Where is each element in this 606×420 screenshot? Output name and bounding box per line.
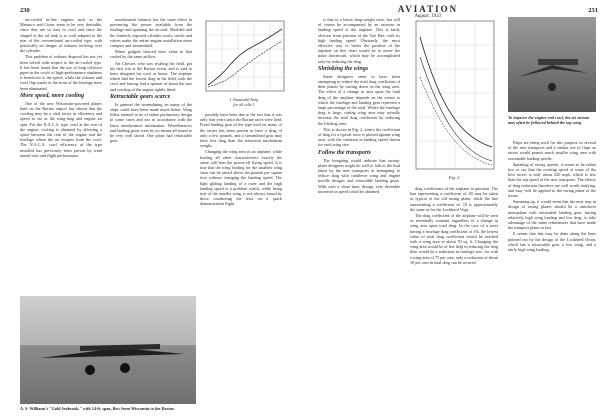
airplane-photo-right (508, 17, 596, 112)
paragraph: This is shown in Fig. 2, where the coefficient of drag for a typical racer is plotted against wing area, with the variation in landing speed shown for each wing size. (318, 126, 400, 148)
article-column-4 (318, 17, 400, 415)
section-heading: Shrinking the wings (318, 65, 369, 72)
paragraph: One of the new Wisconsin-powered planes built on the Racine airport has shown that the cowling may be a vital factor in efficiency and speed as far as the wing-drag and engine air spin. For the N.A.C.A. type cowl at the rear of the engine, cooling is obtained by allowing a space between the rear of the engine and the fuselage where the air escapes from the cowl. The N.A.C.A. cowl efficiency of the type installed has previously been proven by wind tunnel tests and flight performance. (20, 100, 102, 158)
article-column-3 (200, 112, 282, 415)
figure-1-graph (200, 17, 288, 97)
article-column-5 (410, 186, 498, 415)
figure-1-caption-line: for all cells 1 (233, 102, 255, 107)
figure-2-graph (410, 17, 498, 175)
figure-2-curve-b (420, 57, 492, 161)
article-column-1 (20, 17, 102, 292)
figure-2-curve-a (420, 37, 492, 147)
figure-1-curve-b (208, 41, 282, 87)
figure-1 (200, 17, 288, 109)
photo-left-caption: A. S. Williams's "Gold Seabrook," with 14-ft. span, flew from Wisconsin to the Racine. (20, 406, 175, 411)
masthead-title: AVIATION (397, 4, 459, 14)
paragraph: Speaking of racing speeds, it seems to be rather low to say that the cruising speed of some of the best racers is only about 220 mph, which is less than the top speed of the new transports. The effects of drag reduction therefore are well worth studying, and may well be applied to the racing plane of the future. (508, 161, 596, 199)
paragraph: air-cooled in-line engines such as the Menasco and Cirrus seem to be very desirable, since they are so easy to cowl and since the shaped of the oil tank is so well adapted to the rear of the conventional air-cooled type, with practically no danger of exhaust torching over the cylinder. (20, 17, 102, 54)
section-heading: Retractable gears scarce (110, 93, 171, 100)
paragraph: The drag coefficient of the airplane will be seen as essentially constant regardless of a change in wing area upon total drag. In the case of a racer having a fuselage drag coefficient of .04, the lowest value of total drag coefficient would be reached with a wing area of about 70 sq. ft. Changing the wing area would be of less help in reducing the drag than would be a reduction in fuselage size, for with a wing area of 75 per cent, only a reduction of about 10 per cent in total drag can be secured. (410, 213, 498, 265)
paragraph: The foregoing would indicate that racing-plane designers might do well to follow the lead taken by the new transports in attempting to reduce drag with cantilever wing and engine nacelle designs and retractable landing gears. With such a clean basic design, very desirable increases in speed could be obtained. (318, 157, 400, 194)
article-column-6 (508, 140, 596, 415)
section-heading: More speed, more cooling (20, 92, 84, 99)
paragraph: possibly have been due to the fact that it was only four years since the Racine races were held. Fixed landing gear of the type used on many of the racers has been proven to have a drag of only a few pounds, and a streamlined gear may have less drag than the retraction mechanism weighs. (200, 112, 282, 149)
paragraph: aerodynamic balance has the same effect in preventing the power available from the fuselage and spinning the aircraft. Shielded and the formerly exposed cylinder cowls, stacks and valves make the entire engine installation more compact and streamlined. (110, 17, 192, 49)
article-column-2 (110, 17, 192, 292)
paragraph: is that to a better drag-weight ratio, but will of course be accompanied by an increase in landing speed of the airplane. This is fairly obvious from position of the Gee Bee, with its high landing speed. Obviously, the most effective way to better the position of the airplane on this chart would be to move the point downward, which may be accomplished only by reducing the drag. (318, 17, 400, 64)
section-heading: Follow the transports (318, 149, 372, 156)
paragraph: In general the streamlining on many of the ships could have been made much better. Wing fillets seemed to be of rather perfunctory design in some cases and not in accordance with the latest aerodynamic information. Wheelbarrows and landing gears were by no means all found to be very well faired. One plane had retractable gear. (110, 101, 192, 144)
airplane-photo-left (20, 296, 196, 404)
masthead-date: August, 1933 (414, 14, 442, 19)
photo-right-caption: To improve the engine-end cowl, the air stream may often be followed behind the top wing. (508, 115, 590, 125)
paragraph: Some designers seem to have been attempting to reduce the total drag coefficient of their planes by cutting down on the wing area. The effect of a change in area upon the total drag of the airplane depends on the extent to which the fuselage and landing gear represent a large percentage of the total. Where the fuselage drag is large, cutting wing area may actually increase the total drag coefficient by reducing the lift/drag ratio. (318, 73, 400, 126)
paragraph: drag coefficients of the airplane in question. The line representing a coefficient of .05 may be taken as typical of the old racing plane, while the line representing a coefficient of .10 is approximately the same as for the Lockheed Vega. (410, 186, 498, 212)
figure-1-caption (200, 97, 288, 107)
racing-plane-icon (20, 296, 196, 404)
figure-1-curve-a (208, 29, 282, 85)
figure-2-label: Fig. 2 (448, 175, 460, 180)
airplane-silhouette-icon (508, 17, 596, 112)
paragraph: Changing the wing area of an airplane, while leaving all other characteristics exactly the same, will bias the power-off flying speed. It is true that the wing loading for the smallest wing sizes can be raised above ten pounds per square foot without changing the landing speed. The light gliding landing of a racer and the high landing speed is a problem which, while being true of the smaller wing, is not always found by those conducting the tests on a quick demonstration flight. (200, 149, 282, 207)
figure-1-grid (206, 21, 284, 91)
paragraph: Art Chester, who was rivaling the field, got his first win at the Racine event, and is said to have designed his cowl at home. The airplane which had the lowest drag in the field, with the cowl and fairing, had a spinner of about the size and cowling of the engine tightly fitted. (110, 60, 192, 92)
figure-1-frame (206, 21, 284, 91)
right-page-number: 231 (588, 7, 598, 14)
paragraph: This problem of exhaust disposal has not yet been solved with respect to the air-cooled type. It has been found that the use of long collector pipes in the cowls of high-performance airplanes is beneficial to the speed, while the exhaust and cowl flap stacks in the front of the fuselage have been eliminated. (20, 54, 102, 91)
left-page-number: 230 (20, 7, 30, 14)
figure-2 (410, 17, 498, 183)
paragraph: Flaps are being used for this purpose in several of the new transports and a similar use of flaps on racers would permit much smaller wing area with reasonable landing speeds. (508, 140, 596, 161)
paragraph: Minor gadgets showed their value in that cooled by the same airflow. (110, 49, 192, 60)
figure-1-caption-line: 1 Sinusiodal Strip (229, 97, 259, 102)
paragraph: Summing up, it would seem that the next step in design of racing planes should be a cantilever monoplane with retractable landing gear, having relatively high wing loading and low drag, to take advantage of the same refinements that have made the transport plane so fast. (508, 199, 596, 231)
paragraph: It seems that this may be done along the lines pointed out by the design of the Lockheed Orion, which has a retractable gear, a low wing, and a fairly high wing loading. (508, 231, 596, 253)
